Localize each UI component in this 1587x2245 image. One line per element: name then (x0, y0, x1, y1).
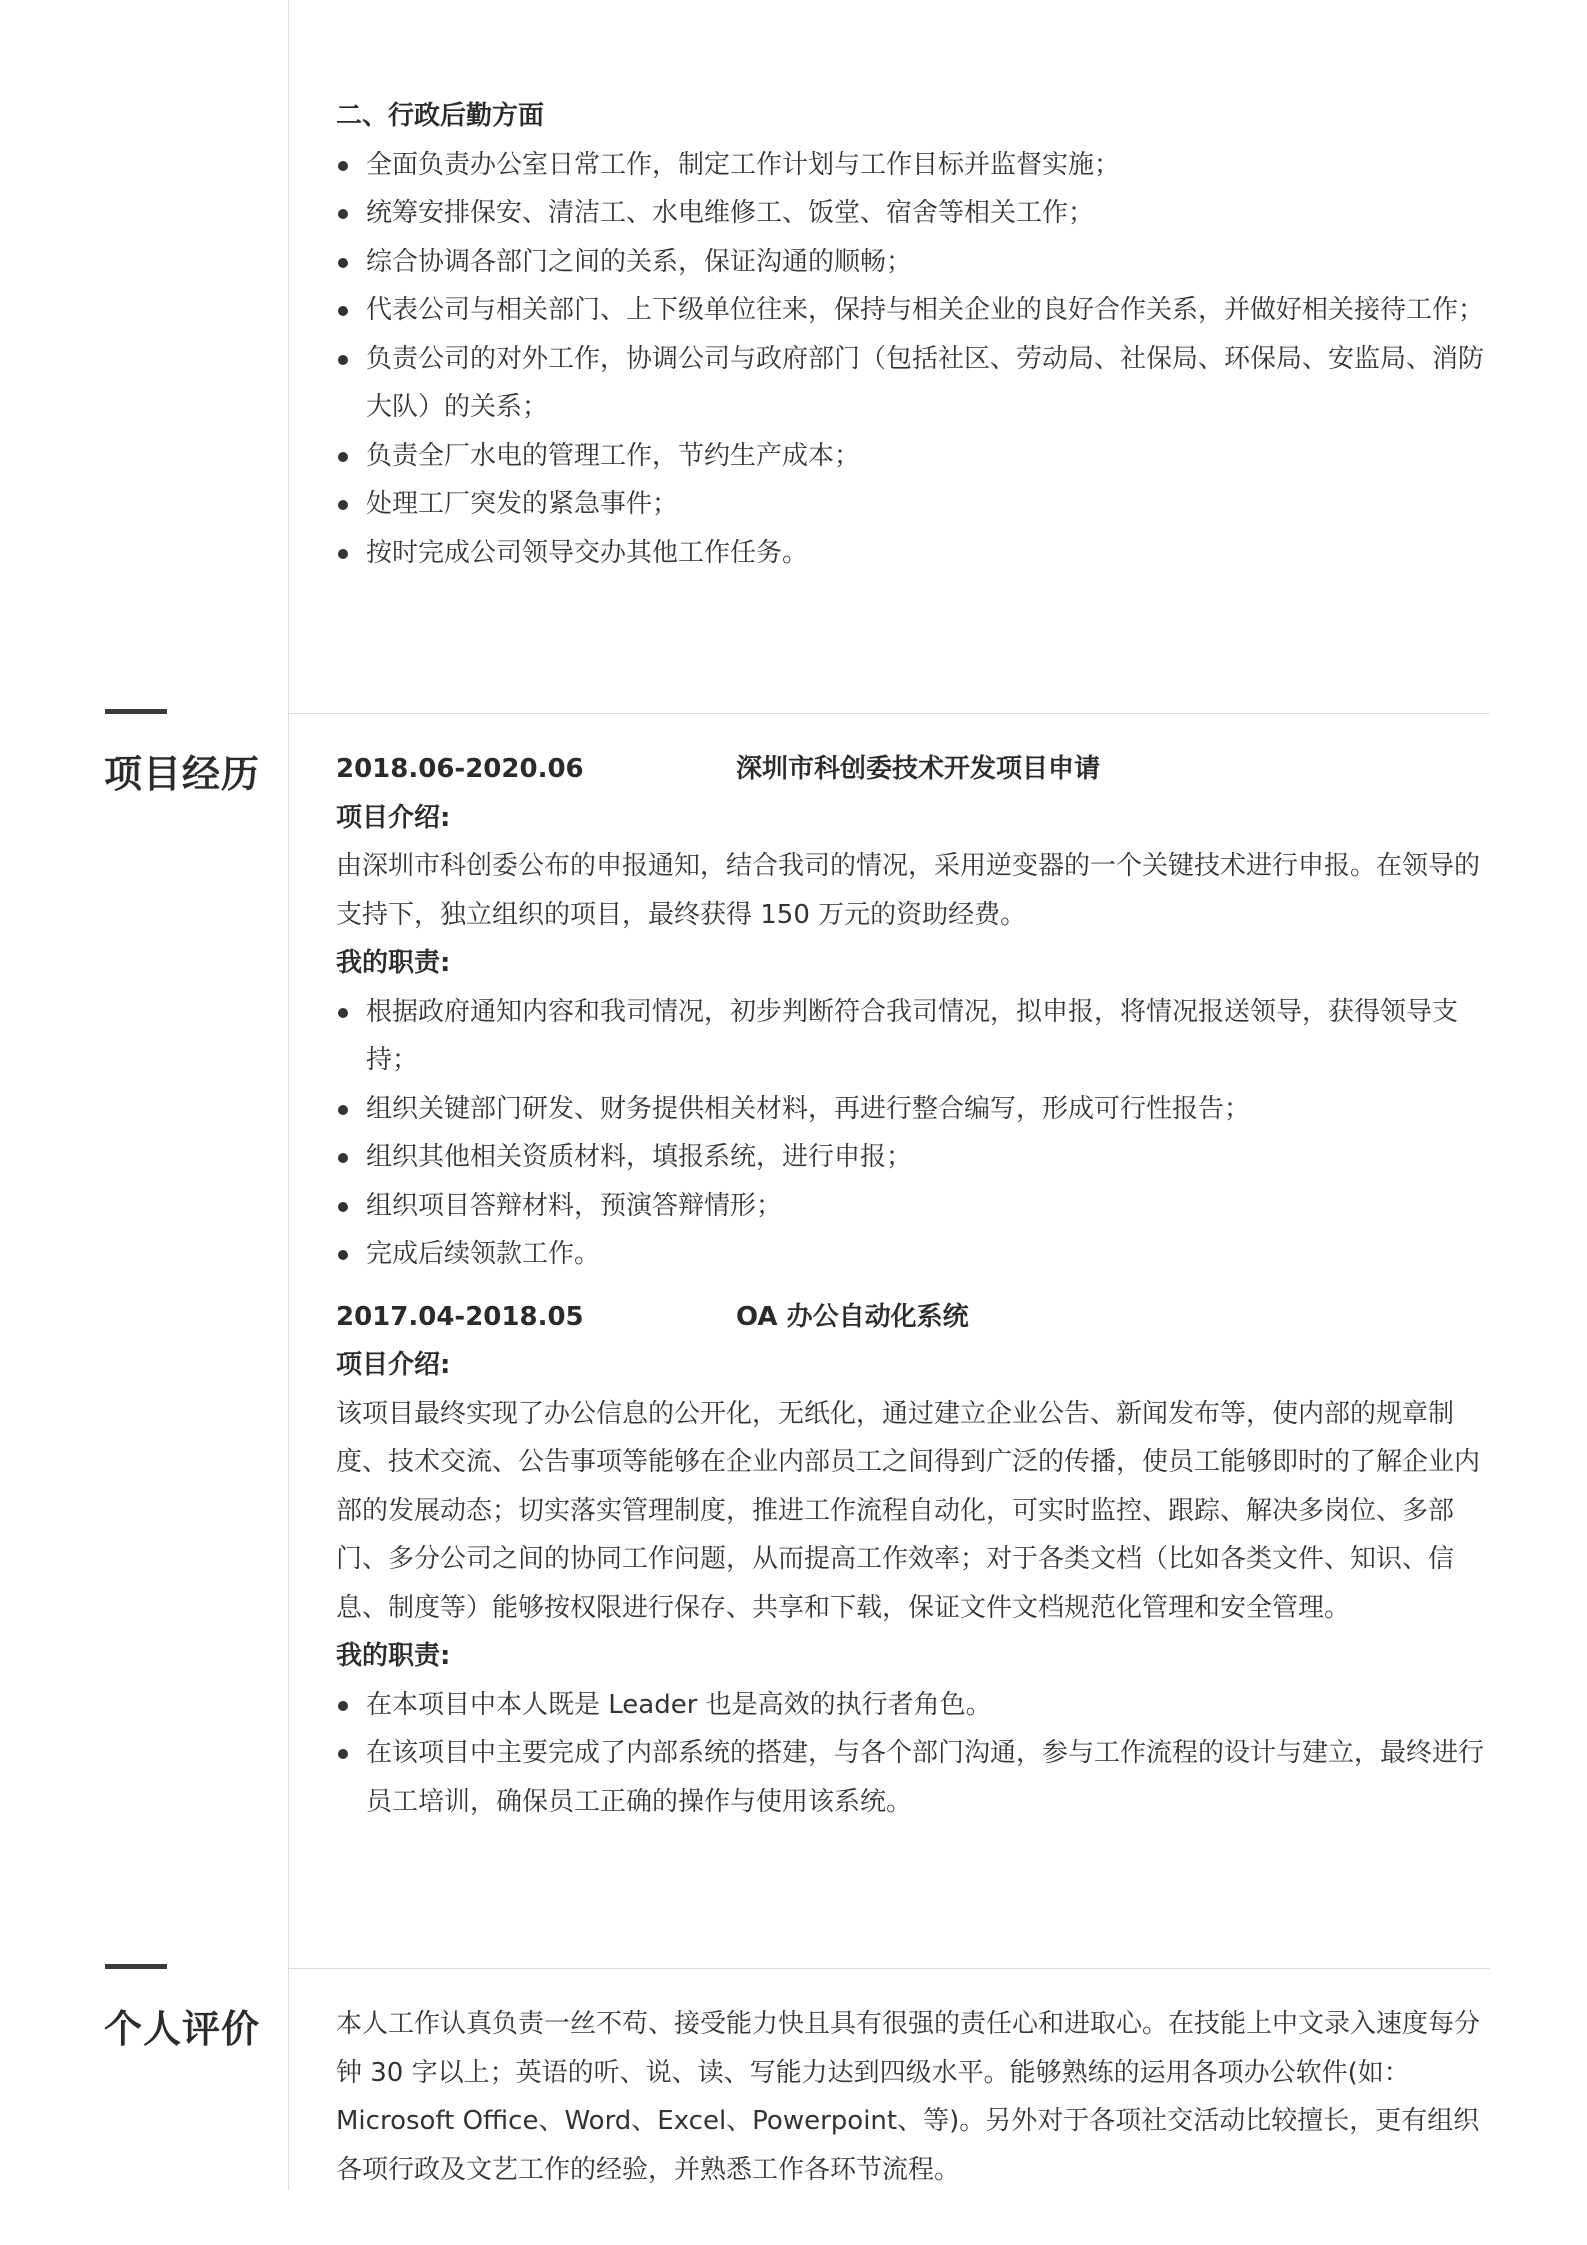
project-duty-list (336, 988, 1488, 1279)
project-duty-list (336, 1681, 1488, 1827)
project-entry (336, 1293, 1488, 1827)
evaluation-section-mark (105, 1964, 167, 1969)
projects-block (336, 745, 1488, 1826)
list-item: 完成后续领款工作。 (336, 1230, 1488, 1279)
project-gap (336, 1279, 1488, 1293)
project-name: 深圳市科创委技术开发项目申请 (736, 754, 1101, 784)
project-intro-label: 项目介绍: (336, 802, 451, 833)
list-item: 负责全厂水电的管理工作，节约生产成本； (336, 432, 1488, 481)
admin-heading: 二、行政后勤方面 (336, 101, 545, 131)
project-date: 2017.04-2018.05 (336, 1301, 584, 1332)
list-item: 组织项目答辩材料，预演答辩情形； (336, 1182, 1488, 1231)
list-item: 组织关键部门研发、财务提供相关材料，再进行整合编写，形成可行性报告； (336, 1085, 1488, 1134)
project-date: 2018.06-2020.06 (336, 754, 584, 784)
admin-duties-block (336, 92, 1488, 577)
project-intro: 由深圳市科创委公布的申报通知，结合我司的情况，采用逆变器的一个关键技术进行申报。在领导的支持下，独立组织的项目，最终获得 150 万元的资助经费。 (336, 851, 1481, 930)
list-item: 组织其他相关资质材料，填报系统，进行申报； (336, 1133, 1488, 1182)
list-item: 负责公司的对外工作，协调公司与政府部门（包括社区、劳动局、社保局、环保局、安监局、消防大队）的关系； (336, 335, 1488, 432)
list-item: 根据政府通知内容和我司情况，初步判断符合我司情况，拟申报，将情况报送领导，获得领导支持； (336, 988, 1488, 1085)
list-item: 在该项目中主要完成了内部系统的搭建，与各个部门沟通，参与工作流程的设计与建立，最终进行员工培训，确保员工正确的操作与使用该系统。 (336, 1729, 1488, 1826)
list-item: 代表公司与相关部门、上下级单位往来，保持与相关企业的良好合作关系，并做好相关接待工作； (336, 286, 1488, 335)
list-item: 综合协调各部门之间的关系，保证沟通的顺畅； (336, 238, 1488, 287)
list-item: 统筹安排保安、清洁工、水电维修工、饭堂、宿舍等相关工作； (336, 189, 1488, 238)
evaluation-text: 本人工作认真负责一丝不苟、接受能力快且具有很强的责任心和进取心。在技能上中文录入速度每分钟 30 字以上；英语的听、说、读、写能力达到四级水平。能够熟练的运用各项办公软件(如：Microsoft Office、Word、Excel、Powerpoint、等)。另外对于各项社交活动比较擅长，更有组织各项行政及文艺工作的经验，并熟悉工作各环节流程。 (336, 2009, 1481, 2185)
project-header (336, 1293, 1488, 1342)
project-entry (336, 745, 1488, 1279)
evaluation-block (336, 2000, 1488, 2194)
evaluation-section-title: 个人评价 (104, 2007, 261, 2051)
project-header (336, 745, 1488, 794)
list-item: 全面负责办公室日常工作，制定工作计划与工作目标并监督实施； (336, 141, 1488, 190)
evaluation-section-rule (288, 1968, 1490, 1969)
project-duty-label: 我的职责: (336, 1641, 451, 1671)
projects-section-title: 项目经历 (104, 752, 261, 796)
list-item: 在本项目中本人既是 Leader 也是高效的执行者角色。 (336, 1681, 1488, 1730)
project-name: OA 办公自动化系统 (736, 1301, 969, 1332)
left-column-divider (288, 0, 289, 2190)
projects-section-mark (105, 709, 167, 714)
list-item: 处理工厂突发的紧急事件； (336, 480, 1488, 529)
project-intro: 该项目最终实现了办公信息的公开化，无纸化，通过建立企业公告、新闻发布等，使内部的规章制度、技术交流、公告事项等能够在企业内部员工之间得到广泛的传播，使员工能够即时的了解企业内部的发展动态；切实落实管理制度，推进工作流程自动化，可实时监控、跟踪、解决多岗位、多部门、多分公司之间的协同工作问题，从而提高工作效率；对于各类文档（比如各类文件、知识、信息、制度等）能够按权限进行保存、共享和下载，保证文件文档规范化管理和安全管理。 (336, 1398, 1481, 1623)
project-intro-label: 项目介绍: (336, 1350, 451, 1380)
project-duty-label: 我的职责: (336, 948, 451, 978)
projects-section-rule (288, 713, 1490, 714)
list-item: 按时完成公司领导交办其他工作任务。 (336, 529, 1488, 578)
admin-duty-list (336, 141, 1488, 578)
